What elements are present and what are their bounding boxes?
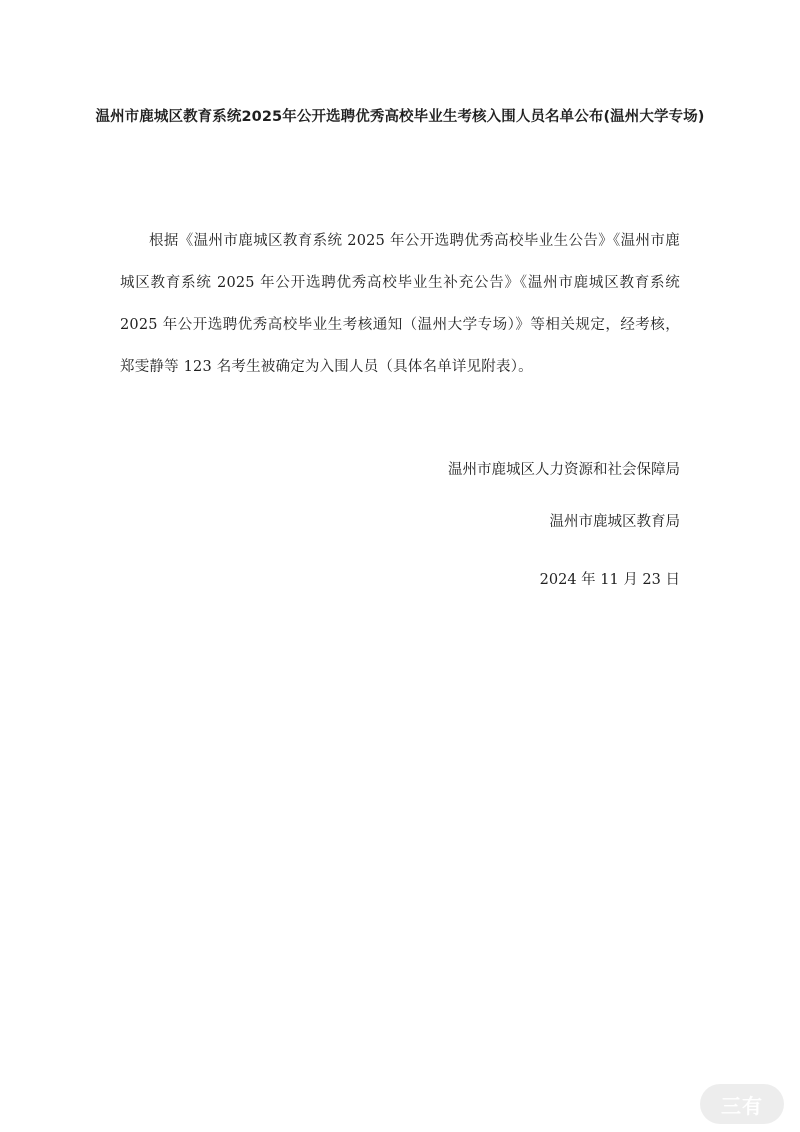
- signature-block: [448, 460, 680, 590]
- watermark-badge: 三有: [700, 1084, 784, 1124]
- signature-org-education: 温州市鹿城区教育局: [549, 514, 680, 530]
- signature-date: 2024 年 11 月 23 日: [539, 572, 680, 588]
- document-body-paragraph: 根据《温州市鹿城区教育系统 2025 年公开选聘优秀高校毕业生公告》《温州市鹿城区教育系统 2025 年公开选聘优秀高校毕业生补充公告》《温州市鹿城区教育系统 2025 年公开选聘优秀高校毕业生考核通知（温州大学专场）》等相关规定，经考核，郑雯静等 123 名考生被确定为入围人员（具体名单详见附表）。: [120, 233, 680, 375]
- signature-org-hrss: 温州市鹿城区人力资源和社会保障局: [448, 462, 680, 478]
- document-title: 温州市鹿城区教育系统2025年公开选聘优秀高校毕业生考核入围人员名单公布(温州大学专场): [95, 109, 705, 125]
